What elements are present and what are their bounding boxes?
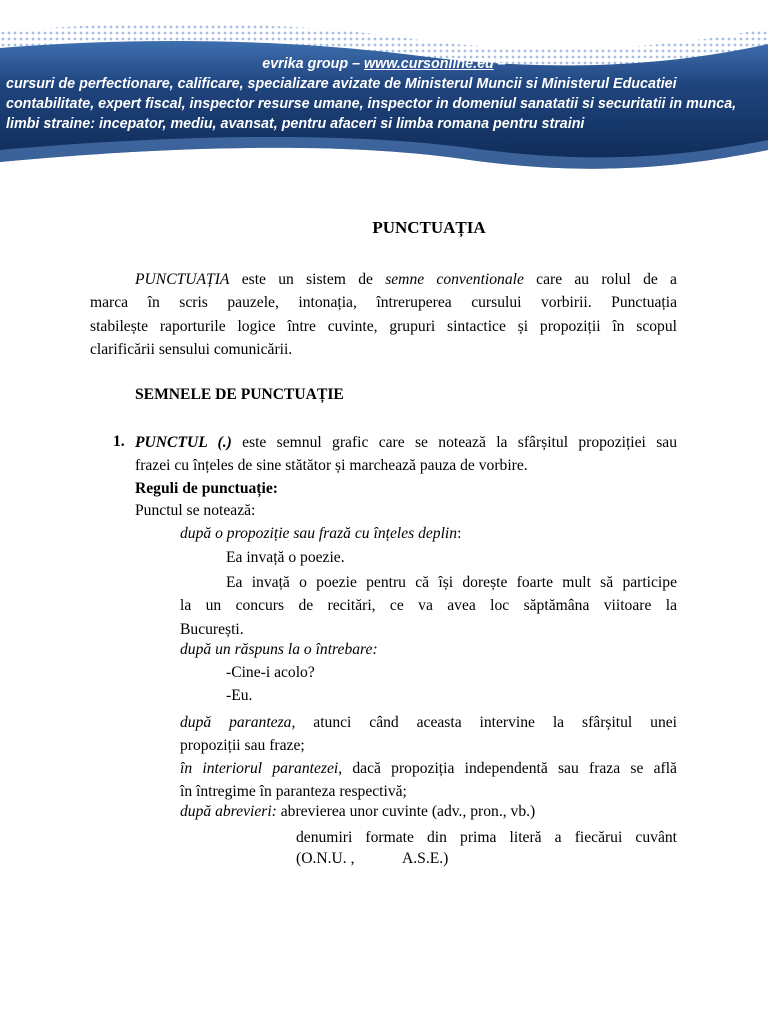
rule-1-example-2 (180, 571, 677, 641)
rules-intro: Punctul se notează: (135, 502, 256, 519)
rule-4 (180, 757, 677, 804)
rule-2-example-1: -Cine-i acolo? (226, 664, 315, 681)
banner-line-company: evrika group – www.cursonline.eu – (262, 56, 506, 72)
item1-description (135, 431, 677, 478)
page-title: PUNCTUAȚIA (372, 218, 486, 237)
rule-4-line-2: în întregime în paranteza respectivă; (180, 783, 407, 801)
rule-3-line-2: propoziții sau fraze; (180, 737, 305, 755)
banner-line-courses: cursuri de perfectionare, calificare, specializare avizate de Ministerul Muncii si Ministerul Educatiei (6, 76, 677, 92)
item1-line-2: frazei cu înțeles de sine stătător și marchează pauza de vorbire. (135, 457, 528, 475)
rule-1-example-2-line-1: Ea invață o poezie pentru că își dorește foarte mult să participe (226, 574, 677, 591)
rule-5-detail (296, 826, 677, 849)
intro-line-2: marca în scris pauzele, intonația, întreruperea cursului vorbirii. Punctuația (90, 294, 677, 312)
rules-heading: Reguli de punctuație: (135, 480, 278, 497)
banner-line-languages: limbi straine: incepator, mediu, avansat, pentru afaceri si limba romana pentru straini (6, 116, 585, 132)
rule-3-line-1: după paranteza, atunci când aceasta intervine la sfârșitul unei (180, 714, 677, 731)
intro-line-3: stabilește raporturile logice între cuvinte, grupuri sintactice și propoziții în scopul (90, 317, 677, 335)
intro-paragraph (90, 268, 677, 361)
banner-line-specializations: contabilitate, expert fiscal, inspector resurse umane, inspector in domeniul sanatatii si securitatii in munca, (6, 96, 737, 112)
rule-3 (180, 711, 677, 758)
rule-5-line-3-a: (O.N.U. , (296, 850, 355, 867)
intro-line-1: PUNCTUAȚIA este un sistem de semne conventionale care au rolul de a (135, 271, 677, 288)
header-banner (0, 0, 768, 185)
rule-1-example-2-line-2: la un concurs de recitări, ce va avea loc săptămâna viitoare la (180, 597, 677, 615)
rule-1-example-1: Ea invață o poezie. (226, 549, 345, 566)
rule-1-example-2-line-3: București. (180, 620, 244, 638)
rule-1-label: după o propoziție sau frază cu înțeles deplin: (180, 525, 462, 542)
rule-5-line-3-b: A.S.E.) (402, 850, 449, 867)
intro-line-4: clarificării sensului comunicării. (90, 340, 293, 358)
rule-5-line-2: denumiri formate din prima literă a fiecărui cuvânt (296, 829, 677, 846)
rule-5-line-1: după abrevieri: abrevierea unor cuvinte (adv., pron., vb.) (180, 803, 536, 820)
list-number: 1. (113, 433, 125, 450)
section-heading: SEMNELE DE PUNCTUAȚIE (135, 386, 344, 403)
item1-line-1: PUNCTUL (.) este semnul grafic care se notează la sfârșitul propoziției sau (135, 434, 677, 451)
website-link[interactable]: www.cursonline.eu (364, 56, 494, 72)
rule-4-line-1: în interiorul parantezei, dacă propoziția independentă sau fraza se află (180, 760, 677, 777)
rule-2-example-2: -Eu. (226, 687, 253, 704)
rule-2-label: după un răspuns la o întrebare: (180, 641, 378, 658)
